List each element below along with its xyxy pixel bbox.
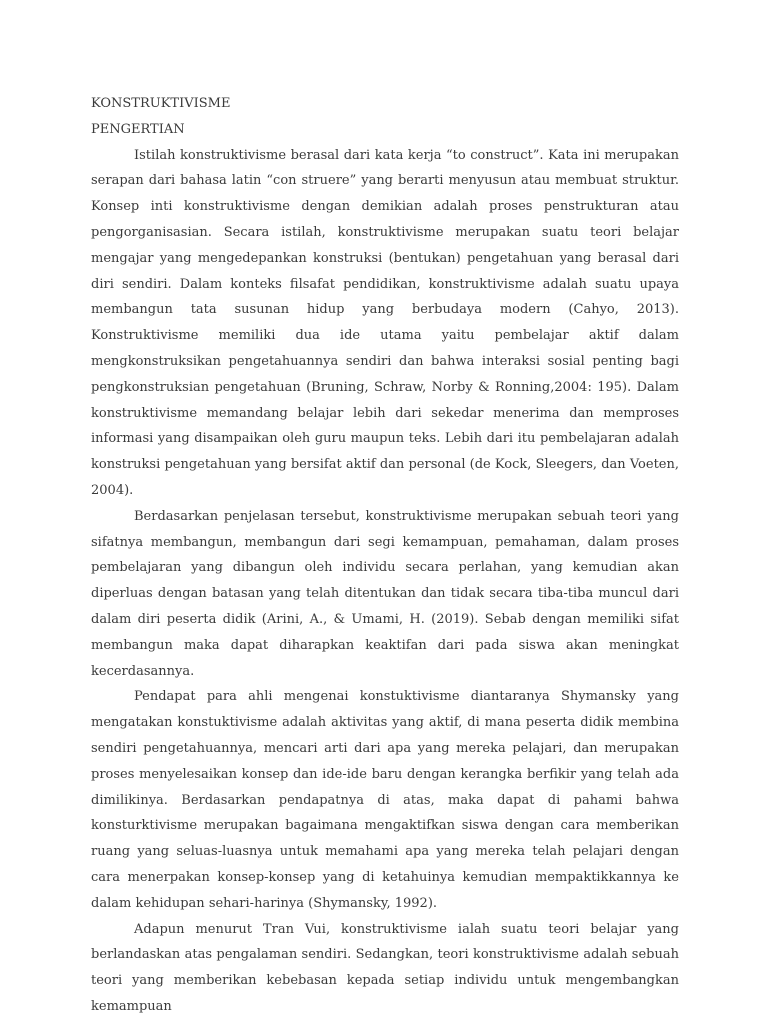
paragraph-3: Pendapat para ahli mengenai konstuktivisme diantaranya Shymansky yang mengatakan konstuktivisme adalah aktivitas yang aktif, di mana peserta didik membina sendiri pengetahuannya, mencari arti dari apa yang mereka pelajari, dan merupakan proses menyelesaikan konsep dan ide-ide baru dengan kerangka berfikir yang telah ada dimilikinya. Berdasarkan pendapatnya di atas, maka dapat di pahami bahwa konsturktivisme merupakan bagaimana mengaktifkan siswa dengan cara memberikan ruang yang seluas-luasnya untuk memahami apa yang mereka telah pelajari dengan cara menerpakan konsep-konsep yang di ketahuinya kemudian mempaktikkannya ke dalam kehidupan sehari-harinya (Shymansky, 1992). xyxy=(91,689,679,911)
section-heading: PENGERTIAN xyxy=(91,121,185,137)
paragraph-4: Adapun menurut Tran Vui, konstruktivisme ialah suatu teori belajar yang berlandaskan atas pengalaman sendiri. Sedangkan, teori konstruktivisme adalah sebuah teori yang memberikan kebebasan kepada setiap individu untuk mengembangkan kemampuan xyxy=(91,921,679,1014)
paragraph-1: Istilah konstruktivisme berasal dari kata kerja “to construct”. Kata ini merupakan serapan dari bahasa latin “con struere” yang berarti menyusun atau membuat struktur. Konsep inti konstruktivisme dengan demikian adalah proses penstrukturan atau pengorganisasian. Secara istilah, konstruktivisme merupakan suatu teori belajar mengajar yang mengedepankan konstruksi (bentukan) pengetahuan yang berasal dari diri sendiri. Dalam konteks filsafat pendidikan, konstruktivisme adalah suatu upaya membangun tata susunan hidup yang berbudaya modern (Cahyo, 2013). Konstruktivisme memiliki dua ide utama yaitu pembelajar aktif dalam mengkonstruksikan pengetahuannya sendiri dan bahwa interaksi sosial penting bagi pengkonstruksian pengetahuan (Bruning, Schraw, Norby & Ronning,2004: 195). Dalam konstruktivisme memandang belajar lebih dari sekedar menerima dan memproses informasi yang disampaikan oleh guru maupun teks. Lebih dari itu pembelajaran adalah konstruksi pengetahuan yang bersifat aktif dan personal (de Kock, Sleegers, dan Voeten, 2004). xyxy=(91,147,679,498)
paragraph-2: Berdasarkan penjelasan tersebut, konstruktivisme merupakan sebuah teori yang sifatnya membangun, membangun dari segi kemampuan, pemahaman, dalam proses pembelajaran yang dibangun oleh individu secara perlahan, yang kemudian akan diperluas dengan batasan yang telah ditentukan dan tidak secara tiba-tiba muncul dari dalam diri peserta didik (Arini, A., & Umami, H. (2019). Sebab dengan memiliki sifat membangun maka dapat diharapkan keaktifan dari pada siswa akan meningkat kecerdasannya. xyxy=(91,508,679,679)
document-title: KONSTRUKTIVISME xyxy=(91,96,231,111)
document-body xyxy=(91,91,679,1020)
